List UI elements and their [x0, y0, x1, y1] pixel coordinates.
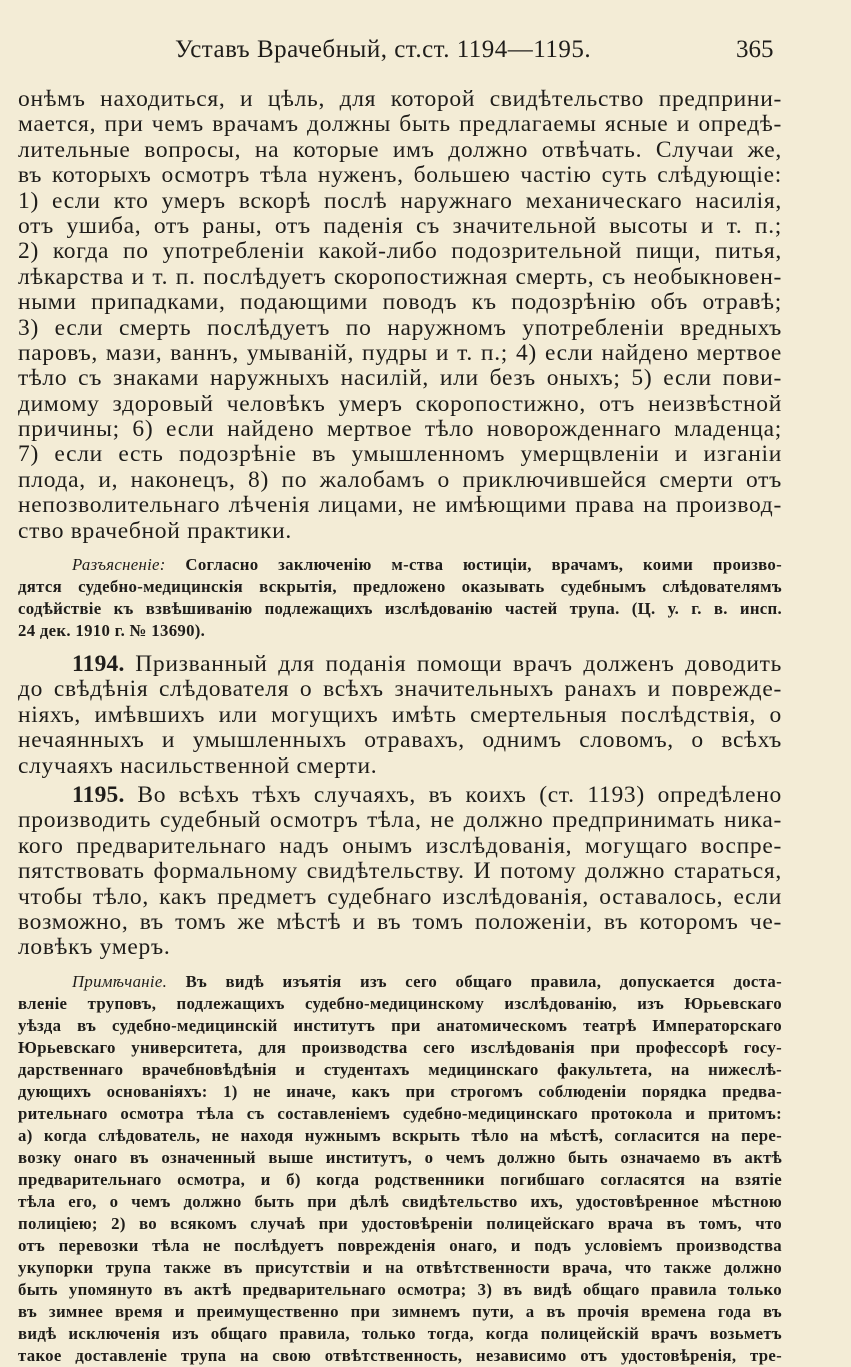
text-line: ство врачебной практики.: [18, 517, 292, 544]
explanation-block: [18, 554, 782, 642]
text-line: вленіе труповъ, подлежащихъ судебно-медицинскому изслѣдованію, изъ Юрьевскаго: [18, 993, 782, 1013]
note-label: Примѣчаніе.: [72, 971, 168, 991]
text-line: отъ перевозки тѣла не послѣдуетъ поврежденія онаго, и подъ условіемъ производства: [18, 1235, 782, 1255]
text-line: въ зимнее время и преимущественно при зимнемъ пути, а въ прочія времена года въ: [18, 1301, 782, 1321]
text-line: возку онаго въ означенный выше институтъ, о чемъ должно быть означаемо въ актѣ: [18, 1147, 782, 1167]
text-line: дующихъ основаніяхъ: 1) не иначе, какъ при строгомъ соблюденіи порядка предва-: [18, 1081, 782, 1101]
text-line: плода, и, наконецъ, 8) по жалобамъ о приключившейся смерти отъ: [18, 466, 782, 493]
article-1194-first-line: [18, 652, 782, 677]
explanation-first-line-text: Согласно заключенію м-ства юстиціи, врачамъ, коими произво-: [185, 555, 782, 575]
article-1195-first-line-text: Во всѣхъ тѣхъ случаяхъ, въ коихъ (ст. 1193) опредѣлено: [124, 781, 782, 808]
text-line: причины; 6) если найдено мертвое тѣло новорожденнаго младенца;: [18, 416, 782, 443]
article-1195: [18, 783, 782, 961]
text-line: 1) если кто умеръ вскорѣ послѣ наружнаго механическаго насилія,: [18, 187, 782, 214]
text-line: 3) если смерть послѣдуетъ по наружномъ употребленіи вредныхъ: [18, 314, 782, 341]
text-line: нечаянныхъ и умышленныхъ отравахъ, однимъ словомъ, о всѣхъ: [18, 727, 782, 754]
text-line: лѣкарства и т. п. послѣдуетъ скоропостижная смерть, съ необыкновен-: [18, 263, 782, 290]
main-text: [18, 87, 782, 1367]
text-line: 2) когда по употребленіи какой-либо подозрительной пищи, питья,: [18, 238, 782, 265]
note-first-line: [18, 971, 782, 993]
text-line: чтобы тѣло, какъ предметъ судебнаго изслѣдованія, оставалось, если: [18, 883, 782, 910]
text-line: 7) если есть подозрѣніе въ умышленномъ умерщвленіи и изганіи: [18, 441, 782, 468]
article-1194: [18, 652, 782, 779]
page-number: 365: [736, 36, 774, 63]
note-first-line-text: Въ видѣ изъятія изъ сего общаго правила, допускается доста-: [167, 971, 782, 991]
text-line: возможно, въ томъ же мѣстѣ и въ томъ положеніи, въ которомъ че-: [18, 908, 782, 935]
text-line: въ которыхъ осмотръ тѣла нуженъ, большею частію суть слѣдующіе:: [18, 162, 782, 189]
text-line: паровъ, мази, ваннъ, умываній, пудры и т. п.; 4) если найдено мертвое: [18, 339, 782, 366]
text-line: ловѣкъ умеръ.: [18, 934, 171, 961]
text-line: ными припадками, подающими поводъ къ подозрѣнію объ отравѣ;: [18, 289, 782, 316]
text-line: кого предварительнаго надъ онымъ изслѣдованія, могущаго воспре-: [18, 832, 782, 859]
text-line: 24 дек. 1910 г. № 13690).: [18, 621, 206, 641]
text-line: содѣйствіе къ взвѣшиванію подлежащихъ изслѣдованію частей трупа. (Ц. у. г. в. инсп.: [18, 599, 782, 619]
text-line: а) когда слѣдователь, не находя нужнымъ вскрыть тѣло на мѣстѣ, согласится на пере-: [18, 1125, 782, 1145]
text-line: отъ ушиба, отъ раны, отъ паденія съ значительной высоты и т. п.;: [18, 212, 782, 239]
article-1194-first-line-text: Призванный для поданія помощи врачъ долженъ доводить: [124, 651, 782, 678]
running-head: [0, 36, 851, 64]
text-line: полиціею; 2) во всякомъ случаѣ при удостовѣреніи полицейскаго врача въ томъ, что: [18, 1213, 782, 1233]
text-line: рительнаго осмотра тѣла съ составленіемъ судебно-медицинскаго протокола и притомъ:: [18, 1103, 782, 1123]
text-line: до свѣдѣнія слѣдователя о всѣхъ значительныхъ ранахъ и поврежде-: [18, 676, 782, 703]
text-line: мается, при чемъ врачамъ должны быть предлагаемы ясные и опредѣ-: [18, 111, 782, 138]
article-number: 1195.: [72, 781, 125, 808]
running-title: Уставъ Врачебный, ст.ст. 1194—1195.: [175, 36, 592, 63]
text-line: случаяхъ насильственной смерти.: [18, 752, 378, 779]
text-line: видѣ исключенія изъ общаго правила, только тогда, когда полицейскій врачъ возьметъ: [18, 1323, 782, 1343]
article-1193-continuation: [18, 87, 782, 544]
text-line: тѣло съ знаками наружныхъ насилій, или безъ оныхъ; 5) если пови-: [18, 365, 782, 392]
text-line: тѣла его, о чемъ должно быть при дѣлѣ свидѣтельство ихъ, удостовѣренное мѣстною: [18, 1191, 782, 1211]
text-line: онѣмъ находиться, и цѣль, для которой свидѣтельство предприни-: [18, 86, 782, 112]
text-line: предварительнаго осмотра, и б) когда родственники погибшаго согласятся на взятіе: [18, 1169, 782, 1189]
text-line: димому здоровый человѣкъ умеръ скоропостижно, отъ неизвѣстной: [18, 390, 782, 417]
text-line: укупорки трупа также въ присутствіи и на отвѣтственности врача, что также должно: [18, 1257, 782, 1277]
text-line: непозволительнаго лѣченія лицами, не имѣющими права на производ-: [18, 492, 782, 519]
text-line: уѣзда въ судебно-медицинскій институтъ при анатомическомъ театрѣ Императорскаго: [18, 1015, 782, 1035]
article-number: 1194.: [72, 651, 125, 678]
text-line: ніяхъ, имѣвшихъ или могущихъ имѣть смертельныя послѣдствія, о: [18, 701, 782, 728]
text-line: дятся судебно-медицинскія вскрытія, предложено оказывать судебнымъ слѣдователямъ: [18, 577, 782, 597]
text-line: производить судебный осмотръ тѣла, не должно предпринимать ника-: [18, 807, 782, 834]
explanation-first-line: [18, 554, 782, 576]
text-line: пятствовать формальному свидѣтельству. И потому должно стараться,: [18, 858, 782, 885]
text-line: дарственнаго врачебновѣдѣнія и студентахъ медицинскаго факультета, на нижеслѣ-: [18, 1059, 782, 1079]
text-line: такое доставленіе трупа на свою отвѣтственность, независимо отъ удостовѣренія, тре-: [18, 1345, 782, 1365]
text-line: лительные вопросы, на которые имъ должно отвѣчать. Случаи же,: [18, 136, 782, 163]
text-line: Юрьевскаго университета, для производства сего изслѣдованія при профессорѣ госу-: [18, 1037, 782, 1057]
explanation-label: Разъясненіе:: [72, 555, 166, 575]
note-block: [18, 971, 782, 1367]
text-line: быть упомянуто въ актѣ предварительнаго осмотра; 3) въ видѣ общаго правила только: [18, 1279, 782, 1299]
article-1195-first-line: [18, 783, 782, 808]
